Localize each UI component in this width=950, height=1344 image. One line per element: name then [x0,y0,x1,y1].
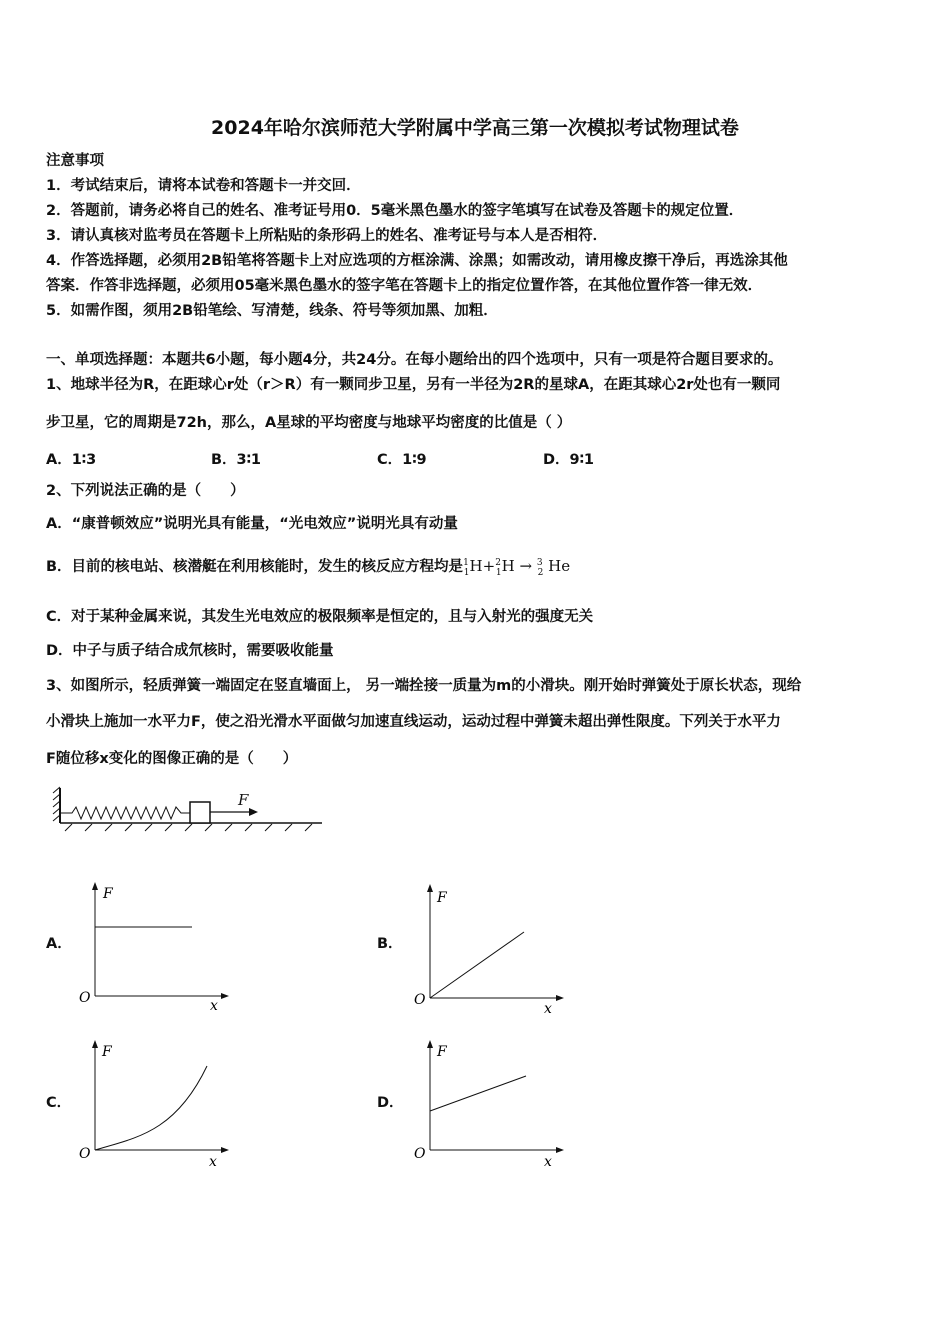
force-label: F [238,791,249,809]
svg-text:x: x [544,1154,552,1170]
q1-option-a: A．1∶3 [46,452,97,468]
graph-a [75,878,235,1013]
svg-text:x: x [210,998,218,1013]
svg-text:F: F [437,1044,447,1060]
q1-option-b: B．3∶1 [211,452,261,468]
q3-stem: F随位移x变化的图像正确的是（ ） [46,751,298,767]
svg-text:F: F [437,890,447,906]
section-heading: 一、单项选择题：本题共6小题，每小题4分，共24分。在每小题给出的四个选项中，只有一项是符合题目要求的。 [46,352,783,368]
q3-stem: 小滑块上施加一水平力F，使之沿光滑水平面做匀加速直线运动，运动过程中弹簧未超出弹性限度。下列关于水平力 [46,714,781,730]
graph-c-label: C． [46,1095,72,1111]
svg-text:O: O [79,990,91,1006]
graph-d [410,1038,570,1173]
notice-line: 答案．作答非选择题，必须用05毫米黑色墨水的签字笔在答题卡上的指定位置作答，在其他位置作答一律无效． [46,278,763,294]
page-title: 2024年哈尔滨师范大学附属中学高三第一次模拟考试物理试卷 [211,117,739,139]
q1-stem: 1、地球半径为R，在距球心r处（r＞R）有一颗同步卫星，另有一半径为2R的星球A，在距其球心2r处也有一颗同 [46,377,781,393]
svg-text:F: F [102,1044,112,1060]
q2-option-a: A．“康普顿效应”说明光具有能量，“光电效应”说明光具有动量 [46,516,458,532]
q1-option-d: D．9∶1 [543,452,594,468]
notice-heading: 注意事项 [46,153,104,169]
q3-stem: 3、如图所示，轻质弹簧一端固定在竖直墙面上， 另一端拴接一质量为m的小滑块。刚开始时弹簧处于原长状态，现给 [46,678,802,694]
svg-text:O: O [414,1146,426,1162]
graph-b-label: B． [377,936,403,952]
svg-text:O: O [414,992,426,1008]
spring [60,807,190,819]
notice-line: 5．如需作图，须用2B铅笔绘、写清楚，线条、符号等须加黑、加粗． [46,303,498,319]
nuclear-equation: $^1_1$H+$^2_1$H → $^3_2$ He [463,557,571,578]
svg-text:x: x [544,1001,552,1017]
q1-stem: 步卫星，它的周期是72h，那么，A星球的平均密度与地球平均密度的比值是（ ） [46,415,572,431]
svg-text:x: x [209,1154,217,1170]
graph-b [410,882,570,1017]
notice-line: 1．考试结束后，请将本试卷和答题卡一并交回． [46,178,361,194]
graph-c [75,1038,235,1173]
notice-line: 4．作答选择题，必须用2B铅笔将答题卡上对应选项的方框涂满、涂黑；如需改动，请用橡皮擦干净后，再选涂其他 [46,253,788,269]
svg-text:F: F [103,886,113,902]
notice-line: 2．答题前，请务必将自己的姓名、准考证号用0．5毫米黑色墨水的签字笔填写在试卷及答题卡的规定位置． [46,203,744,219]
notice-line: 3．请认真核对监考员在答题卡上所粘贴的条形码上的姓名、准考证号与本人是否相符． [46,228,608,244]
graph-curve [95,1066,207,1150]
graph-d-label: D． [377,1095,404,1111]
q2-option-d: D．中子与质子结合成氘核时，需要吸收能量 [46,643,334,659]
graph-line [430,1076,526,1111]
spring-block-diagram [50,785,330,835]
q1-option-c: C．1∶9 [377,452,427,468]
graph-a-label: A． [46,936,72,952]
slider-block [190,802,210,823]
q2-option-b-text: B．目前的核电站、核潜艇在利用核能时，发生的核反应方程均是 [46,559,464,575]
q2-stem: 2、下列说法正确的是（ ） [46,483,245,499]
svg-text:O: O [79,1146,91,1162]
q2-option-c: C．对于某种金属来说，其发生光电效应的极限频率是恒定的，且与入射光的强度无关 [46,609,594,625]
q2-option-b [46,553,570,583]
graph-line [430,932,524,998]
